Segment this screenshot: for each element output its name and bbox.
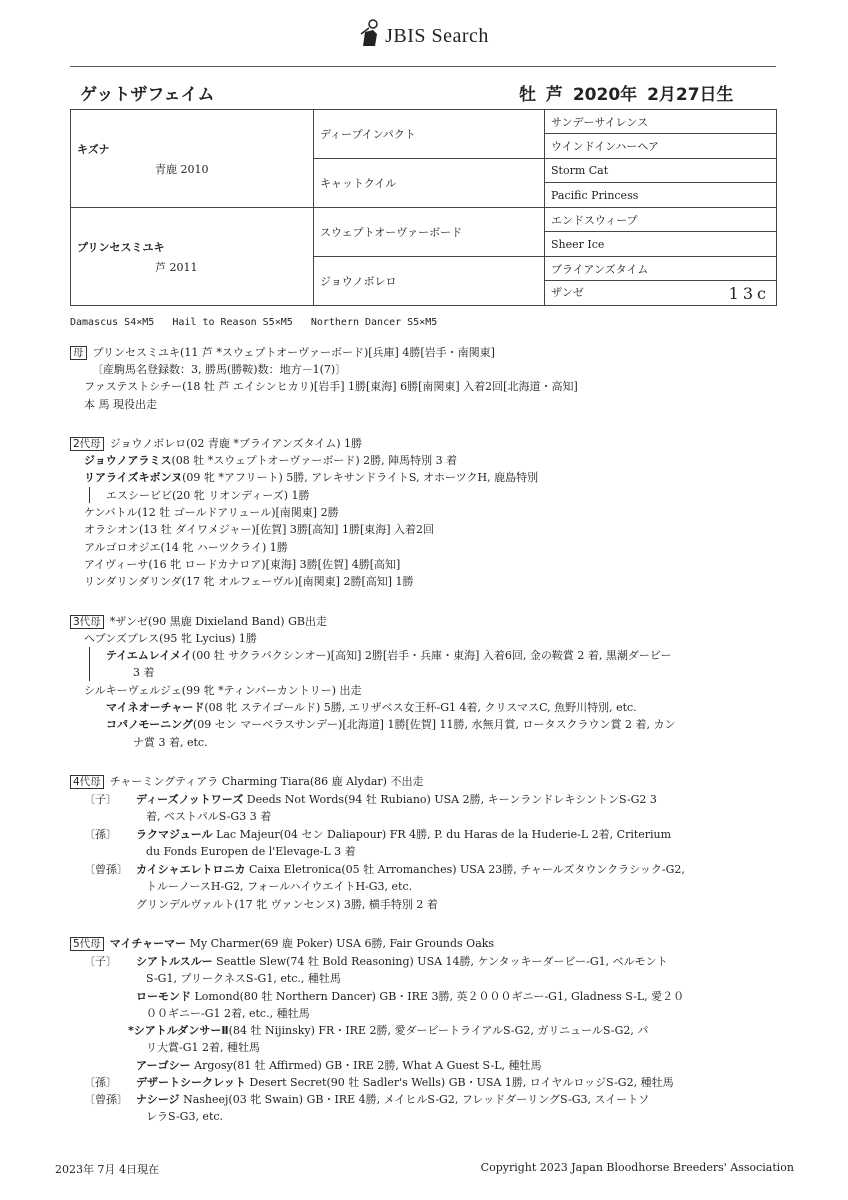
g3-row-2-cont: 3 着: [133, 666, 155, 679]
dam-offspring-summary: 〔産駒馬名登録数：3, 勝馬(勝鞍)数：地方－1(7)〕: [92, 363, 347, 376]
g5-row-6-rest: Nasheej(03 牝 Swain) GB・IRE 4勝, メイヒルS-G2, フレッドダーリングS-G3, スイートソ: [183, 1093, 650, 1106]
g4-row-3-cont: トルーノースH-G2, フォールハイウエイトH-G3, etc.: [146, 880, 413, 893]
g5-row-3-rest: (84 牡 Nijinsky) FR・IRE 2勝, 愛ダービートライアルS-G2, ガリニュールS-G2, パ: [228, 1024, 649, 1037]
g4-row-1-name: ディーズノットワーズ: [136, 793, 244, 806]
sire-cell: [71, 110, 314, 208]
g5-label: 5代母: [70, 937, 104, 951]
g5-row-2-name: ローモンド: [136, 990, 191, 1003]
g3-row-5: [106, 716, 676, 732]
pedigree-table: [70, 109, 777, 306]
g2-row-7: アイヴィーサ(16 牝 ロードカナロア)[東海] 3勝[佐賀] 4勝[高知]: [84, 558, 401, 571]
g3-row-4-rest: (08 牝 ステイゴールド) 5勝, エリザベス女王杯-G1 4着, クリスマスC, 魚野川特別, etc.: [204, 701, 637, 714]
g2-dam: ジョウノボレロ(02 青鹿 *ブライアンズタイム) 1勝: [109, 437, 363, 450]
ds-dam: Sheer Ice: [545, 232, 777, 257]
g4-head: [70, 773, 423, 789]
dam-info: 芦 2011: [155, 260, 198, 274]
g3-head: [70, 613, 327, 629]
g5-row-2-cont: ００ギニー-G1 2着, etc., 種牡馬: [146, 1007, 310, 1020]
g2-row-5: オラシオン(13 牡 ダイワメジャー)[佐賀] 3勝[高知] 1勝[東海] 入着2回: [84, 523, 435, 536]
dd-dam: ザンゼ: [551, 285, 584, 299]
g3-label: 3代母: [70, 615, 104, 629]
g5-row-4: [136, 1057, 542, 1073]
g4-row-1: [136, 791, 657, 807]
g2-row-8: リンダリンダリンダ(17 牝 オルフェーヴル)[南関東] 2勝[高知] 1勝: [84, 575, 414, 588]
sire-info: 青鹿 2010: [155, 162, 209, 176]
dam-cell: [71, 208, 314, 306]
dam-offspring-1: ファステストシチー(18 牡 芦 エイシンヒカリ)[岩手] 1勝[東海] 6勝[南関東] 入着2回[北海道・高知]: [84, 380, 578, 393]
g2-row-4: ケンバトル(12 牡 ゴールドアリュール)[南関東] 2勝: [84, 506, 339, 519]
g4-row-2-name: ラクマジュール: [136, 828, 213, 841]
dam-dam: ジョウノボレロ: [314, 257, 545, 306]
g4-row-1-tag: 〔子〕: [84, 793, 117, 806]
g4-row-2-cont: du Fonds Europen de l'Elevage-L 3 着: [146, 845, 356, 858]
g5-row-3-cont: リ大賞-G1 2着, 種牡馬: [146, 1041, 260, 1054]
g3-dam: *ザンゼ(90 黒鹿 Dixieland Band) GB出走: [109, 615, 327, 628]
g5-row-2-rest: Lomond(80 牡 Northern Dancer) GB・IRE 3勝, 英２０００ギニー-G1, Gladness S-L, 愛２０: [194, 990, 685, 1003]
dd-dam-cell: [545, 281, 777, 306]
g3-row-3: シルキーヴェルジェ(99 牝 *ティンバーカントリー) 出走: [84, 684, 362, 697]
g4-row-4: グリンデルヴァルト(17 牝 ヴァンセンヌ) 3勝, 横手特別 2 着: [136, 898, 438, 911]
g4-row-2-tag: 〔孫〕: [84, 828, 117, 841]
indent-bar: [89, 647, 90, 681]
dam-record: プリンセスミユキ(11 芦 *スウェプトオーヴァーボード)[兵庫] 4勝[岩手・南関東]: [92, 346, 495, 359]
g2-row-2: [84, 469, 538, 485]
g2-row-3: エスシービビ(20 牝 リオンディーズ) 1勝: [106, 489, 310, 502]
dam-this-horse: 本 馬 現役出走: [84, 398, 157, 411]
ds-sire: エンドスウィープ: [545, 208, 777, 232]
g4-row-1-cont: 着, ベストパルS-G3 3 着: [146, 810, 272, 823]
g2-row-1-name: ジョウノアラミス: [84, 454, 172, 467]
g3-row-5-cont: ナ賞 3 着, etc.: [133, 736, 208, 749]
g5-row-6-tag: 〔曾孫〕: [84, 1093, 128, 1106]
footer-copyright: Copyright 2023 Japan Bloodhorse Breeders' Association: [480, 1161, 794, 1174]
header-divider: [70, 66, 776, 67]
g3-row-5-name: コパノモーニング: [106, 718, 193, 731]
g4-row-3: [136, 861, 685, 877]
g5-row-6-name: ナシージ: [136, 1093, 180, 1106]
g4-row-1-rest: Deeds Not Words(94 牡 Rubiano) USA 2勝, キーンランドレキシントンS-G2 3: [246, 793, 657, 806]
horse-rider-icon: [359, 18, 381, 48]
logo-text: JBIS Search: [385, 25, 489, 47]
g5-row-4-name: アーゴシー: [136, 1059, 191, 1072]
g2-head: [70, 435, 362, 451]
g5-row-1: [136, 953, 668, 969]
g2-row-1-rest: (08 牡 *スウェプトオーヴァーボード) 2勝, 陣馬特別 3 着: [171, 454, 458, 467]
g2-label: 2代母: [70, 437, 104, 451]
horse-meta: 牡 芦 2020年 2月27日生: [519, 85, 734, 105]
g2-row-1: [84, 452, 457, 468]
g3-row-1: ヘブンズプレス(95 牝 Lycius) 1勝: [84, 632, 257, 645]
indent-bar: [89, 487, 90, 503]
g5-row-1-cont: S-G1, プリークネスS-G1, etc., 種牡馬: [146, 972, 341, 985]
sire-sire: ディープインパクト: [314, 110, 545, 159]
family-number: 13c: [728, 283, 770, 303]
g4-dam: チャーミングティアラ Charming Tiara(86 鹿 Alydar) 不出走: [109, 775, 424, 788]
footer-date: 2023年 7月 4日現在: [55, 1163, 159, 1176]
g3-row-4-name: マイネオーチャード: [106, 701, 205, 714]
g5-head: [70, 935, 494, 951]
dam-label: 母: [70, 346, 87, 360]
dam-sire: スウェプトオーヴァーボード: [314, 208, 545, 257]
g5-row-5-rest: Desert Secret(90 牡 Sadler's Wells) GB・USA 1勝, ロイヤルロッジS-G2, 種牡馬: [249, 1076, 674, 1089]
g5-row-6-cont: レラS-G3, etc.: [146, 1110, 224, 1123]
dam-head: [70, 344, 495, 360]
sd-dam: Pacific Princess: [545, 183, 777, 208]
sd-sire: Storm Cat: [545, 159, 777, 183]
g3-row-2-name: テイエムレイメイ: [106, 649, 192, 662]
g4-row-2: [136, 826, 671, 842]
g5-row-1-name: シアトルスルー: [136, 955, 213, 968]
inbreeding-line: Damascus S4×M5 Hail to Reason S5×M5 Northern Dancer S5×M5: [70, 317, 438, 328]
dd-sire: ブライアンズタイム: [545, 257, 777, 281]
g5-dam-name: マイチャーマー: [109, 937, 187, 950]
g5-row-4-rest: Argosy(81 牡 Affirmed) GB・IRE 2勝, What A Guest S-L, 種牡馬: [194, 1059, 542, 1072]
g5-dam-rest: My Charmer(69 鹿 Poker) USA 6勝, Fair Grounds Oaks: [189, 937, 495, 950]
sire-name: キズナ: [77, 142, 110, 156]
ss-dam: ウインドインハーヘア: [545, 134, 777, 159]
g2-row-2-rest: (09 牝 *アフリート) 5勝, アレキサンドライトS, オホーツクH, 鹿島特別: [182, 471, 539, 484]
g4-row-3-name: カイシャエレトロニカ: [136, 863, 246, 876]
g4-row-2-rest: Lac Majeur(04 セン Daliapour) FR 4勝, P. du Haras de la Huderie-L 2着, Criterium: [216, 828, 672, 841]
horse-name: ゲットザフェイム: [80, 85, 215, 105]
g5-row-1-tag: 〔子〕: [84, 955, 117, 968]
g4-row-3-rest: Caixa Eletronica(05 牡 Arromanches) USA 23勝, チャールズタウンクラシック-G2,: [248, 863, 685, 876]
g5-row-3: [128, 1022, 648, 1038]
g5-row-5-name: デザートシークレット: [136, 1076, 246, 1089]
dam-name: プリンセスミユキ: [77, 240, 165, 254]
g5-row-5: [136, 1074, 674, 1090]
g2-row-2-name: リアライズキボンヌ: [84, 471, 183, 484]
jbis-logo: [0, 18, 848, 52]
g3-row-2: [106, 647, 671, 663]
g3-row-2-rest: (00 牡 サクラバクシンオー)[高知] 2勝[岩手・兵庫・東海] 入着6回, 金の鞍賞 2 着, 黒潮ダービー: [191, 649, 672, 662]
g3-row-5-rest: (09 セン マーベラスサンデー)[北海道] 1勝[佐賀] 11勝, 水無月賞, ロータスクラウン賞 2 着, カン: [192, 718, 676, 731]
g3-row-4: [106, 699, 637, 715]
g5-row-5-tag: 〔孫〕: [84, 1076, 117, 1089]
g4-row-3-tag: 〔曾孫〕: [84, 863, 128, 876]
g5-row-2: [136, 988, 684, 1004]
g2-row-6: アルゴロオジエ(14 牝 ハーツクライ) 1勝: [84, 541, 288, 554]
sire-dam: キャットクイル: [314, 159, 545, 208]
g5-row-6: [136, 1091, 649, 1107]
g5-row-1-rest: Seattle Slew(74 牡 Bold Reasoning) USA 14勝, ケンタッキーダービー-G1, ベルモント: [216, 955, 668, 968]
g5-row-3-name: *シアトルダンサーⅡ: [128, 1024, 229, 1037]
ss-sire: サンデーサイレンス: [545, 110, 777, 134]
g4-label: 4代母: [70, 775, 104, 789]
